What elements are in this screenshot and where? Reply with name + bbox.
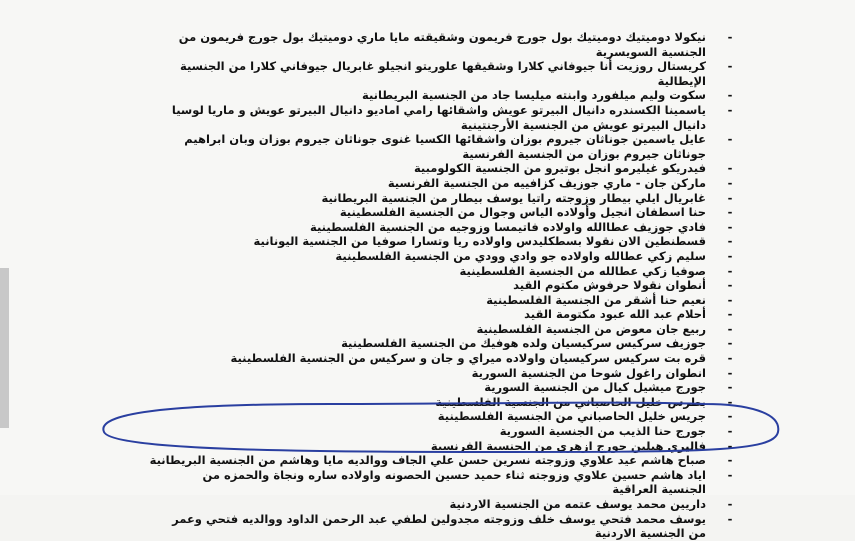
entry-text: كريستال روزيت أنا جيوفاني كلارا وشقيقها علوريتو انجيلو غابريال جيوفاني كلارا من الجنسية [179,59,706,74]
list-item [100,366,740,381]
list-item [100,278,740,293]
entry-text: جريس خليل الحاصباني من الجنسية الفلسطينية [437,409,706,424]
list-item [100,59,740,88]
entry-text: جوزيف سركيس سركيسيان ولده هوفيك من الجنسية الفلسطينية [341,336,706,351]
bullet-dash: - [727,248,733,263]
bullet-dash: - [727,132,733,147]
entry-text: قسطنطين الان نقولا بسطكليدس واولاده ريا وتسارا صوفيا من الجنسية اليونانية [253,234,706,249]
list-item [100,176,740,191]
entry-text: أحلام عبد الله عبود مكتومة القيد [524,307,706,322]
list-item [100,395,740,410]
list-item [100,88,740,103]
bullet-dash: - [727,88,733,103]
bullet-dash: - [727,511,733,526]
bullet-dash: - [727,453,733,468]
list-item [100,497,740,512]
list-item [100,336,740,351]
entry-text: داريين محمد يوسف عتمه من الجنسية الاردنية [449,497,706,511]
entry-text: حنا اسطفان انجيل وأولاده الياس وجوال من الجنسية الفلسطينية [339,205,706,220]
list-item [100,409,740,424]
list-item [100,234,740,249]
bullet-dash: - [727,380,733,395]
entry-text-continued: الجنسية السويسرية [595,44,706,59]
list-item [100,161,740,176]
list-item [100,468,740,497]
entry-text: قره بت سركيس سركيسيان واولاده ميراي و جان و سركيس من الجنسية الفلسطينية [230,351,706,366]
bullet-dash: - [727,351,733,366]
list-item [100,424,740,439]
list-item [100,249,740,264]
bullet-dash: - [727,336,733,351]
entry-text: ماركن جان - ماري جوزيف كزافييه من الجنسية الفرنسية [387,175,706,190]
bullet-dash: - [727,278,733,293]
bullet-dash: - [727,161,733,176]
bullet-dash: - [727,365,733,380]
bullet-dash: - [727,219,733,234]
list-item [100,264,740,279]
entry-text: انطوان راغول شوحا من الجنسية السورية [471,365,706,380]
entry-text: فادي جوزيف عطاالله واولاده فاتيمسا وزوجيه من الجنسية الفلسطينية [310,219,706,234]
bullet-dash: - [727,424,733,439]
bullet-dash: - [727,307,733,322]
list-item [100,351,740,366]
entry-text: اياد هاشم حسين علاوي وزوجته ثناء حميد حسين الحصونه واولاده ساره ونجاة والحمزه من [202,467,706,482]
entry-text: نيكولا دوميتيك دوميتيك بول جورج فريمون وشقيقته مايا ماري دوميتيك بول جورج فريمون من [178,30,706,44]
entry-text-continued: جوناثان جيروم بوزان من الجنسية الفرنسية [462,146,706,161]
entry-text: سليم زكي عطالله واولاده جو وادي وودي من الجنسية الفلسطينية [335,248,706,263]
bullet-dash: - [727,30,733,44]
list-item [100,322,740,337]
entry-text: جورج حنا الذيب من الجنسية السورية [499,424,706,439]
entry-text: نعيم حنا أشقر من الجنسية الفلسطينية [486,292,706,307]
bullet-dash: - [727,263,733,278]
entry-text-continued: الجنسية العراقية [612,482,706,497]
entry-text: أنطوان نقولا حرفوش مكتوم القيد [513,278,706,293]
list-item [100,453,740,468]
entry-text: ياسمينا الكسندره دانيال البيرتو عويش واشقائها رامي اماديو دانيال البيرتو عويش و ماريا لوسيا [171,102,706,117]
list-item [100,30,740,59]
bullet-dash: - [727,190,733,205]
bullet-dash: - [727,59,733,74]
bullet-dash: - [727,292,733,307]
entry-text: يوسف محمد فتحي يوسف خلف وزوجته مجدولين لطفي عبد الرحمن الداود ووالديه فتحي وعمر [172,511,706,526]
entry-text-continued: من الجنسية الاردنية [594,526,706,541]
list-item [100,439,740,454]
entry-text-continued: الإيطالية [657,73,706,88]
bullet-dash: - [727,175,733,190]
entry-text: فاليري هيلين جورج ازهري من الجنسية الفرنسية [430,438,706,453]
entry-text: فيدريكو غيليرمو انجل بوتيرو من الجنسية الكولومبية [413,161,706,176]
list-item [100,205,740,220]
list-item [100,132,740,161]
bullet-dash: - [727,321,733,336]
bullet-dash: - [727,467,733,482]
entry-text: غابريال ايلي بيطار وزوجته راتيا يوسف بيطار من الجنسية البريطانية [321,190,706,205]
entry-text-continued: دانيال البيرتو عويش من الجنسية الأرجنتينية [460,117,706,132]
bullet-dash: - [727,409,733,424]
list-item [100,380,740,395]
bullet-dash: - [727,102,733,117]
entry-text: سكوت وليم ميلفورد وابنته ميليسا جاد من الجنسية البريطانية [361,88,706,103]
bullet-dash: - [727,497,733,511]
entry-text: بطرس خليل الحاصباني من الجنسية الفلسطينية [435,394,706,409]
entry-text: جورج ميشيل كيال من الجنسية السورية [484,380,706,395]
bullet-dash: - [727,438,733,453]
bullet-dash: - [727,394,733,409]
entry-text: صباح هاشم عيد علاوي وزوجته نسرين حسن علي الجاف ووالديه مايا وهاشم من الجنسية البريطانية [149,453,706,468]
list-item [100,293,740,308]
list-item [100,103,740,132]
bullet-dash: - [727,234,733,249]
list-item [100,191,740,206]
entry-text: صوفيا زكي عطالله من الجنسية الفلسطينية [459,263,706,278]
entry-text: عايل ياسمين جوناثان جيروم بوزان واشقائها الكسيا غنوى جوناثان جيروم بوزان وبان ابراهيم [184,132,706,147]
bullet-dash: - [727,205,733,220]
list-item [100,220,740,235]
names-list [100,30,740,541]
list-item [100,512,740,541]
entry-text: ربيع جان معوض من الجنسية الفلسطينية [476,321,706,336]
list-item [100,307,740,322]
scan-edge-bar [0,268,9,428]
